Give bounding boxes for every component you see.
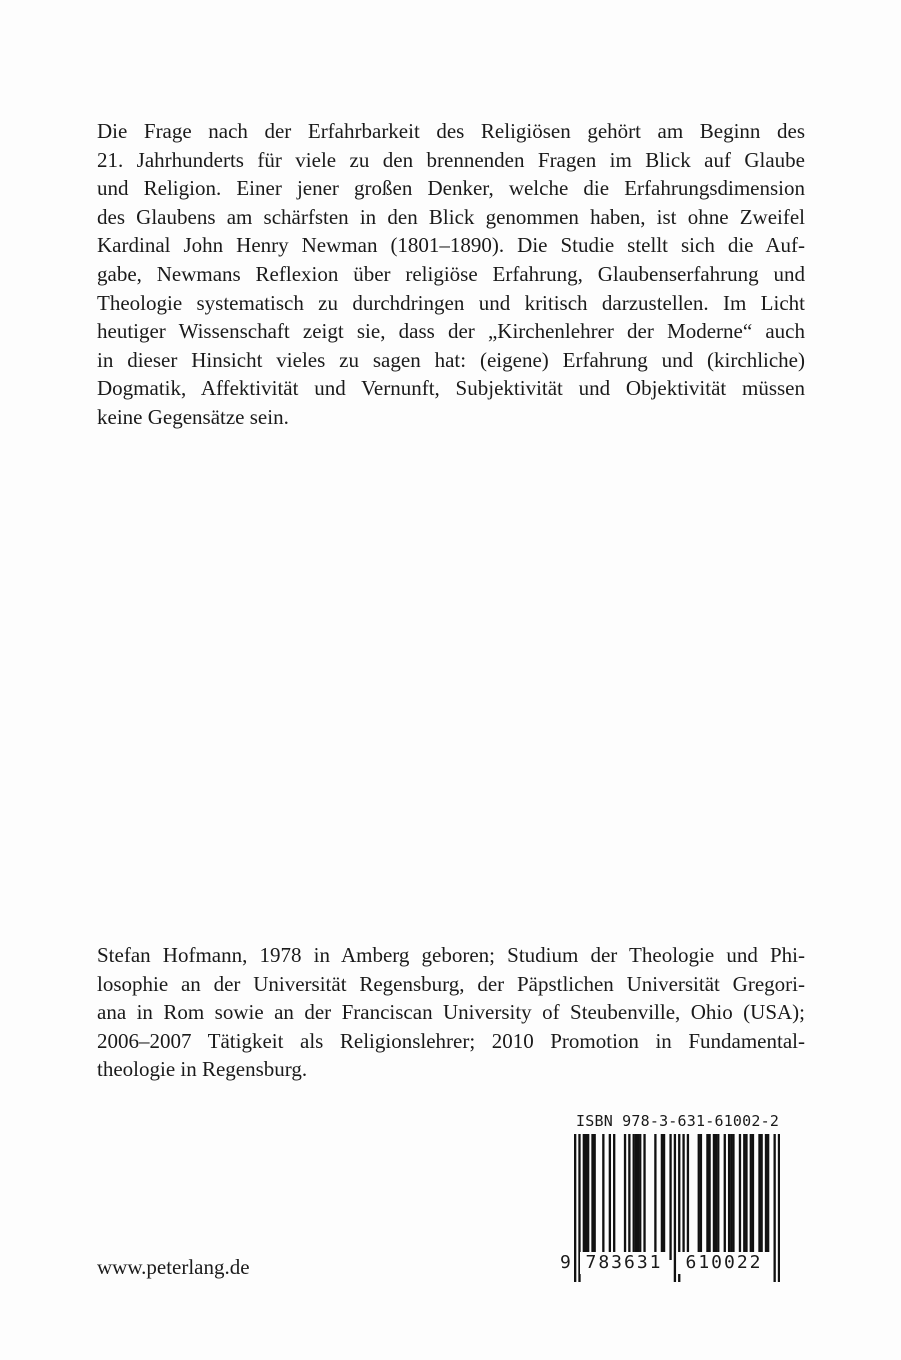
barcode-bar bbox=[613, 1134, 615, 1260]
barcode-bar bbox=[732, 1134, 734, 1260]
description-line: Die Frage nach der Erfahrbarkeit des Religiösen gehört am Beginn des bbox=[97, 119, 805, 143]
description-line: heutiger Wissenschaft zeigt sie, dass der „Kirchenlehrer der Moderne“ auch bbox=[97, 319, 805, 344]
barcode-bar bbox=[715, 1134, 717, 1260]
barcode-bar bbox=[654, 1134, 656, 1260]
author-bio-line: losophie an der Universität Regensburg, der Päpstlichen Universität Gregori- bbox=[97, 971, 805, 996]
barcode-bar bbox=[752, 1134, 754, 1260]
barcode-bar bbox=[583, 1134, 585, 1260]
barcode-bar bbox=[669, 1134, 671, 1260]
author-bio bbox=[97, 941, 805, 1084]
barcode-guard-bar bbox=[773, 1134, 775, 1282]
description-line: keine Gegensätze sein. bbox=[97, 404, 289, 429]
barcode-guard-bar bbox=[574, 1134, 576, 1282]
description-line: Dogmatik, Affektivität und Vernunft, Subjektivität und Objektivität müssen bbox=[97, 376, 805, 401]
description-line: Kardinal John Henry Newman (1801–1890). Die Studie stellt sich die Auf- bbox=[97, 233, 805, 258]
barcode-guard-bar bbox=[674, 1134, 676, 1282]
barcode-bar bbox=[633, 1134, 635, 1260]
barcode-bar bbox=[706, 1134, 708, 1260]
description-line: und Religion. Einer jener großen Denker, welche die Erfahrungsdimension bbox=[97, 176, 805, 201]
description-line: in dieser Hinsicht vieles zu sagen hat: (eigene) Erfahrung und (kirchliche) bbox=[97, 347, 805, 372]
barcode-bar bbox=[758, 1134, 760, 1260]
barcode-bar bbox=[730, 1134, 732, 1260]
barcode-left-digits: 783631 bbox=[580, 1252, 668, 1274]
barcode-guard-bar bbox=[778, 1134, 780, 1282]
description-line: Theologie systematisch zu durchdringen und kritisch darzustellen. Im Licht bbox=[97, 290, 805, 315]
barcode-first-digit: 9 bbox=[560, 1252, 571, 1273]
barcode-bar bbox=[745, 1134, 747, 1260]
publisher-url[interactable]: www.peterlang.de bbox=[97, 1255, 250, 1279]
description-line: 21. Jahrhunderts für viele zu den brennenden Fragen im Blick auf Glaube bbox=[97, 147, 805, 172]
barcode-bar bbox=[643, 1134, 645, 1260]
description-line: gabe, Newmans Reflexion über religiöse Erfahrung, Glaubenserfahrung und bbox=[97, 261, 805, 286]
barcode-bar bbox=[743, 1134, 745, 1260]
isbn-barcode bbox=[560, 1112, 784, 1282]
barcode-bar bbox=[661, 1134, 663, 1260]
author-bio-line: Stefan Hofmann, 1978 in Amberg geboren; Studium der Theologie und Phi- bbox=[97, 943, 805, 967]
barcode-bar bbox=[602, 1134, 604, 1260]
barcode-bar bbox=[765, 1134, 767, 1260]
description-line: des Glaubens am schärfsten in den Blick genommen haben, ist ohne Zweifel bbox=[97, 204, 805, 229]
barcode-right-digits: 610022 bbox=[678, 1252, 770, 1274]
barcode-bar bbox=[728, 1134, 730, 1260]
barcode-bar bbox=[637, 1134, 639, 1260]
barcode-bar bbox=[609, 1134, 611, 1260]
author-bio-line: theologie in Regensburg. bbox=[97, 1057, 308, 1082]
barcode-bar bbox=[717, 1134, 719, 1260]
barcode-bar bbox=[628, 1134, 630, 1260]
barcode-bar bbox=[767, 1134, 769, 1260]
barcode-bar bbox=[587, 1134, 589, 1260]
isbn-label: ISBN 978-3-631-61002-2 bbox=[576, 1112, 780, 1130]
barcode-bar bbox=[739, 1134, 741, 1260]
barcode-bar bbox=[750, 1134, 752, 1260]
barcode-bar bbox=[760, 1134, 762, 1260]
barcode-bar bbox=[624, 1134, 626, 1260]
barcode-bar bbox=[700, 1134, 702, 1260]
barcode-bar bbox=[635, 1134, 637, 1260]
book-description bbox=[97, 117, 805, 432]
barcode-bar bbox=[639, 1134, 641, 1260]
barcode-bar bbox=[713, 1134, 715, 1260]
barcode-bar bbox=[594, 1134, 596, 1260]
barcode-bar bbox=[687, 1134, 689, 1260]
barcode-bar bbox=[663, 1134, 665, 1260]
barcode-bar bbox=[591, 1134, 593, 1260]
barcode-bar bbox=[682, 1134, 684, 1260]
barcode-bar bbox=[708, 1134, 710, 1260]
author-bio-line: ana in Rom sowie an der Franciscan University of Steubenville, Ohio (USA); bbox=[97, 1000, 805, 1025]
barcode-bar bbox=[585, 1134, 587, 1260]
barcode-bar bbox=[724, 1134, 726, 1260]
barcode-bar bbox=[698, 1134, 700, 1260]
author-bio-line: 2006–2007 Tätigkeit als Religionslehrer; 2010 Promotion in Fundamental- bbox=[97, 1028, 805, 1053]
